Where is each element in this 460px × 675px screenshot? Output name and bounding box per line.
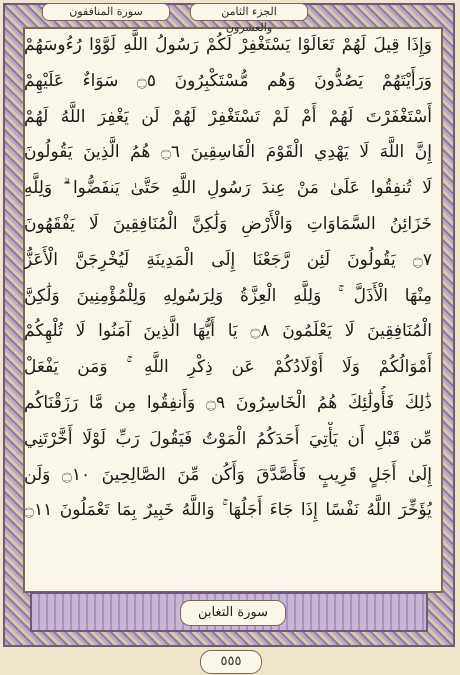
verse-line: مِنْهَا الْأَذَلَّ ۚ وَلِلَّهِ الْعِزَّةُ وَلِرَسُولِهِ وَلِلْمُؤْمِنِينَ وَلَٰكِنَّ — [24, 285, 432, 306]
verse-line: يُؤَخِّرَ اللَّهُ نَفْسًا إِذَا جَاءَ أَجَلُهَا ۚ وَاللَّهُ خَبِيرٌ بِمَا تَعْمَلُونَ ۝١١ — [24, 500, 432, 521]
verse-line: وَإِذَا قِيلَ لَهُمْ تَعَالَوْا يَسْتَغْفِرْ لَكُمْ رَسُولُ اللَّهِ لَوَّوْا رُءُوسَهُمْ — [24, 35, 432, 55]
verse-line: ذَٰلِكَ فَأُولَٰئِكَ هُمُ الْخَاسِرُونَ ۝٩ وَأَنفِقُوا مِن مَّا رَزَقْنَاكُم — [24, 392, 432, 413]
juz-label: الجزء الثامن والعشرون — [190, 3, 308, 21]
next-surah-title: سورة التغابن — [180, 600, 286, 626]
verse-line: إِنَّ اللَّهَ لَا يَهْدِي الْقَوْمَ الْفَاسِقِينَ ۝٦ هُمُ الَّذِينَ يَقُولُونَ — [24, 142, 432, 163]
page-number: ٥٥٥ — [200, 650, 262, 674]
verse-line: خَزَائِنُ السَّمَاوَاتِ وَالْأَرْضِ وَلَٰكِنَّ الْمُنَافِقِينَ لَا يَفْقَهُونَ — [24, 213, 432, 234]
verse-line: أَسْتَغْفَرْتَ لَهُمْ أَمْ لَمْ تَسْتَغْفِرْ لَهُمْ لَن يَغْفِرَ اللَّهُ لَهُمْ — [24, 106, 432, 127]
verse-line: أَمْوَالُكُمْ وَلَا أَوْلَادُكُمْ عَن ذِكْرِ اللَّهِ ۚ وَمَن يَفْعَلْ — [24, 357, 432, 378]
verse-line: ۝٧ يَقُولُونَ لَئِن رَّجَعْنَا إِلَى الْمَدِينَةِ لَيُخْرِجَنَّ الْأَعَزُّ — [24, 249, 432, 270]
verse-line: إِلَىٰ أَجَلٍ قَرِيبٍ فَأَصَّدَّقَ وَأَكُن مِّنَ الصَّالِحِينَ ۝١٠ وَلَن — [24, 464, 432, 485]
verse-text — [24, 28, 432, 529]
surah-banner — [30, 592, 428, 632]
verse-line: وَرَأَيْتَهُمْ يَصُدُّونَ وَهُم مُّسْتَكْبِرُونَ ۝٥ سَوَاءٌ عَلَيْهِمْ — [24, 70, 432, 91]
verse-line: الْمُنَافِقِينَ لَا يَعْلَمُونَ ۝٨ يَا أَيُّهَا الَّذِينَ آمَنُوا لَا تُلْهِكُمْ — [24, 321, 432, 342]
verse-line: لَا تُنفِقُوا عَلَىٰ مَنْ عِندَ رَسُولِ اللَّهِ حَتَّىٰ يَنفَضُّوا ۗ وَلِلَّهِ — [24, 178, 432, 199]
surah-label: سورة المنافقون — [42, 3, 170, 21]
page-header — [0, 0, 460, 34]
verse-line: مِّن قَبْلِ أَن يَأْتِيَ أَحَدَكُمُ الْمَوْتُ فَيَقُولَ رَبِّ لَوْلَا أَخَّرْتَنِي — [24, 428, 432, 449]
